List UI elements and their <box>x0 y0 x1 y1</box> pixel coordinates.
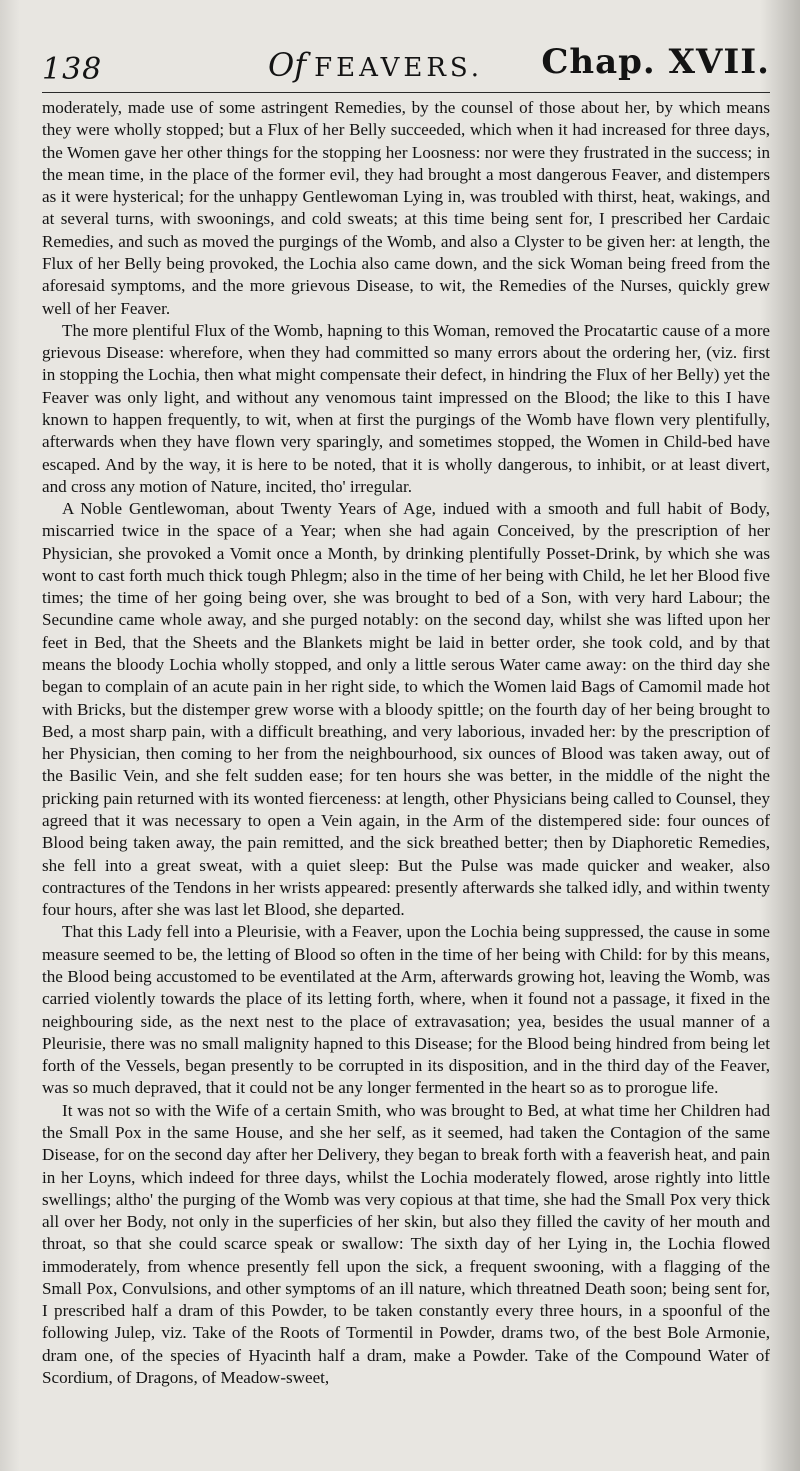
paragraph-noble-gentlewoman: A Noble Gentlewoman, about Twenty Years of Age, indued with a smooth and full habit of Body, miscarried twice in the space of a Year; when she had again Conceived, by the prescription of her Physician, she provoked a Vomit once a Month, by drinking plentifully Posset-Drink, by which she was wont to cast forth much thick tough Phlegm; also in the time of her being with Child, he let her Blood five times; the time of her going being over, she was brought to bed of a Son, with very hard Labour; the Secundine came whole away, and she purged notably: on the second day, whilst she was lifted upon her feet in Bed, that the Sheets and the Blankets might be laid in better order, she took cold, and by that means the bloody Lochia wholly stopped, and only a little serous Water came away: on the third day she began to complain of an acute pain in her right side, to which the Women laid Bags of Camomil made hot with Bricks, but the distemper grew worse with a bloody spittle; on the fourth day of her being brought to Bed, a most sharp pain, with a difficult breathing, and very laborious, invaded her: by the prescription of her Physician, then coming to her from the neighbourhood, six ounces of Blood was taken away, out of the Basilic Vein, and she felt sudden ease; for ten hours she was better, in the middle of the night the pricking pain returned with its wonted fierceness: at length, other Physicians being called to Counsel, they agreed that it was necessary to open a Vein again, in the Arm of the distempered side: four ounces of Blood being taken away, the pain remitted, and the sick breathed better; then by Diaphoretic Remedies, she fell into a great sweat, with a quiet sleep: But the Pulse was made quicker and weaker, also contractures of the Tendons in her wrists appeared: presently afterwards she talked idly, and within twenty four hours, after she was last let Blood, she departed. <box>42 499 770 920</box>
body-text <box>42 97 770 1389</box>
running-title-of: Of <box>268 46 307 84</box>
running-header <box>42 40 770 93</box>
paragraph-smith-wife: It was not so with the Wife of a certain Smith, who was brought to Bed, at what time her Children had the Small Pox in the same House, and she her self, as it seemed, had taken the Contagion of the same Disease, for on the second day after her Delivery, they began to break forth with a feaverish heat, and pain in her Loyns, which indeed for three days, whilst the Lochia moderately flowed, arose rightly into little swellings; altho' the purging of the Womb was very copious at that time, she had the Small Pox very thick all over her Body, not only in the superficies of her skin, but also they filled the cavity of her mouth and throat, so that she could scarce speak or swallow: The sixth day of her Lying in, the Lochia flowed immoderately, from whence presently fell upon the sick, a frequent swooning, with a flagging of the Small Pox, Convulsions, and other symptoms of an ill nature, which threatned Death soon; being sent for, I prescribed half a dram of this Powder, to be taken constantly every three hours, in a spoonful of the following Julep, viz. Take of the Roots of Tormentil in Powder, drams two, of the best Bole Armonie, dram one, of the species of Hyacinth half a dram, make a Powder. Take of the Compound Water of Scordium, of Dragons, of Meadow-sweet, <box>42 1100 770 1388</box>
page-number: 138 <box>42 52 103 87</box>
chapter-label: Chap. XVII. <box>541 42 770 82</box>
paragraph-continued: moderately, made use of some astringent Remedies, by the counsel of those about her, by which means they were wholly stopped; but a Flux of her Belly succeeded, which when it had increased for three days, the Women gave her other things for the stopping her Loosness: nor were they frustrated in the success; in the mean time, in the place of the former evil, they had brought a most dangerous Feaver, and distempers as it were hysterical; for the unhappy Gentlewoman Lying in, was troubled with thirst, heat, wakings, and at several turns, with swoonings, and cold sweats; at this time being sent for, I prescribed her Cardaic Remedies, and such as moved the purgings of the Womb, and also a Clyster to be given her: at length, the Flux of her Belly being provoked, the Lochia also came down, and the sick Woman being freed from the aforesaid symptoms, and the more grievous Disease, to wit, the Remedies of the Nurses, quickly grew well of her Feaver. <box>42 98 770 318</box>
running-title <box>268 46 483 84</box>
running-title-feavers: FEAVERS. <box>314 53 484 83</box>
paragraph-pleurisie: That this Lady fell into a Pleurisie, with a Feaver, upon the Lochia being suppressed, the cause in some measure seemed to be, the letting of Blood so often in the time of her being with Child: for by this means, the Blood being accustomed to be eventilated at the Arm, afterwards growing hot, leaving the Womb, was carried violently towards the place of its letting forth, where, when it found not a passage, it fixed in the neighbouring side, as the next nest to the place of extravasation; yea, besides the usual manner of a Pleurisie, there was no small malignity hapned to this Disease; for the Blood being hindred from being let forth of the Vessels, began presently to be corrupted in its disposition, and in the third day of the Feaver, was so much depraved, that it could not be any longer fermented in the heart so as to prorogue life. <box>42 922 770 1098</box>
paragraph-procatartic-cause: The more plentiful Flux of the Womb, hapning to this Woman, removed the Procatartic cause of a more grievous Disease: wherefore, when they had committed so many errors about the ordering her, (viz. first in stopping the Lochia, then what might compensate their defect, in hindring the Flux of her Belly) yet the Feaver was only light, and without any venomous taint impressed on the Blood; the like to this I have known to happen frequently, to wit, when at first the purgings of the Womb have flown very plentifully, afterwards when they have flown very sparingly, and sometimes stopped, the Women in Child-bed have escaped. And by the way, it is here to be noted, that it is wholly dangerous, to inhibit, or at least divert, and cross any motion of Nature, incited, tho' irregular. <box>42 320 770 496</box>
